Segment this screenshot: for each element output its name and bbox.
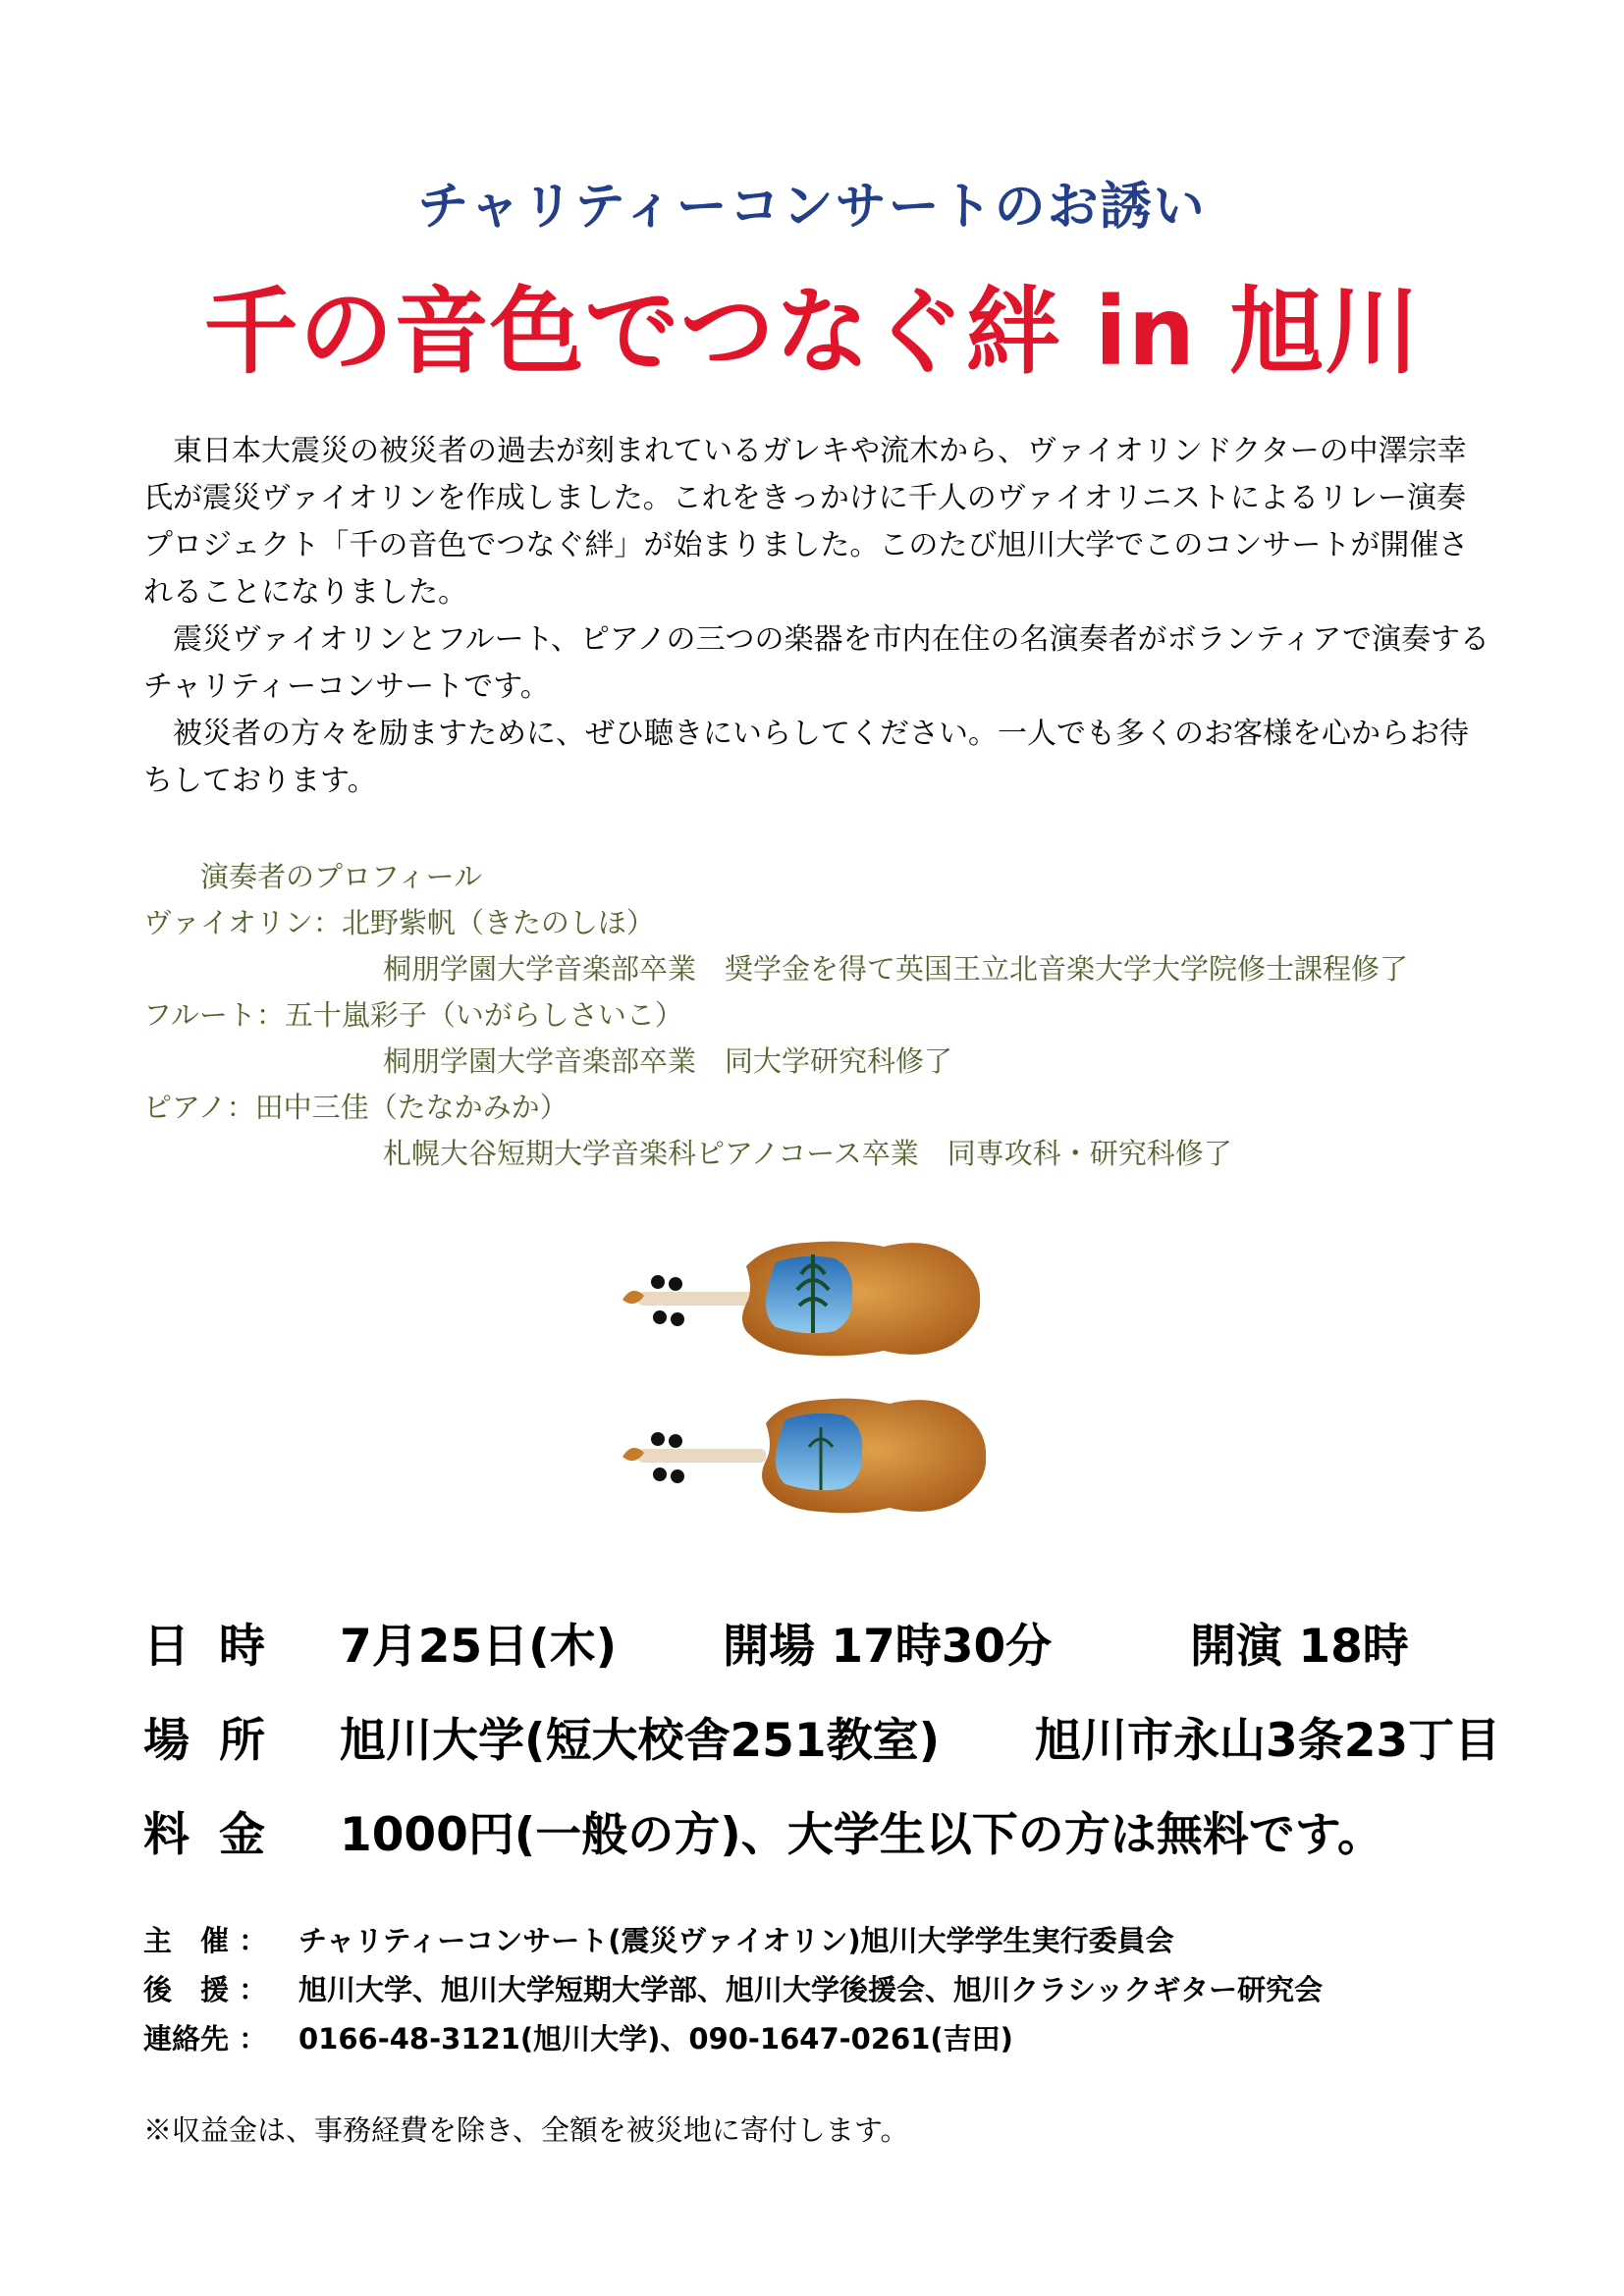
flyer-title: 千の音色でつなぐ絆 in 旭川 [203, 277, 1421, 387]
organizer-label: 主 催 ： [143, 1924, 268, 1957]
contact-value: 0166-48-3121(旭川大学)、090-1647-0261(吉田) [298, 2022, 1013, 2056]
support-value: 旭川大学、旭川大学短期大学部、旭川大学後援会、旭川クラシックギター研究会 [298, 1973, 1324, 2006]
performer-name-piano: ピアノ：田中三佳（たなかみか） [143, 1091, 568, 1124]
intro-paragraph: 震災ヴァイオリンとフルート、ピアノの三つの楽器を市内在住の名演奏者がボランティアで演奏するチャリティーコンサートです。 [143, 622, 1489, 704]
support-label: 後 援 ： [143, 1973, 268, 2006]
contact-row [143, 2014, 1538, 2063]
venue-row [143, 1694, 1538, 1789]
event-venue: 旭川大学(短大校舎251教室) [340, 1714, 941, 1768]
event-address: 旭川市永山3条23丁目 [1035, 1714, 1501, 1768]
flyer-subtitle: チャリティーコンサートのお誘い [417, 178, 1207, 237]
credits [143, 1916, 1538, 2063]
performer-career-piano: 札幌大谷短期大学音楽科ピアノコース卒業 同専攻科・研究科修了 [383, 1137, 1232, 1170]
violin-top [623, 1242, 980, 1357]
donation-note: ※収益金は、事務経費を除き、全額を被災地に寄付します。 [143, 2113, 909, 2147]
intro-paragraph: 東日本大震災の被災者の過去が刻まれているガレキや流木から、ヴァイオリンドクターの中澤宗幸氏が震災ヴァイオリンを作成しました。これをきっかけに千人のヴァイオリニストによるリレー演奏プロジェクト「千の音色でつなぐ絆」が始まりました。このたび旭川大学でこのコンサートが開催されることになりました。 [143, 434, 1469, 610]
intro-text [143, 428, 1494, 805]
event-date: 7月25日(木) [340, 1620, 618, 1674]
violins-photo [619, 1235, 1031, 1529]
performer-profiles [143, 854, 1494, 1177]
support-row [143, 1965, 1538, 2014]
event-start-time: 開演 18時 [1190, 1620, 1409, 1674]
event-details [143, 1600, 1538, 1883]
fee-label: 料金 [143, 1808, 295, 1862]
performer-name-flute: フルート：五十嵐彩子（いがらしさいこ） [143, 998, 683, 1032]
profile-heading: 演奏者のプロフィール [200, 860, 483, 893]
organizer-row [143, 1916, 1538, 1965]
contact-label: 連絡先 ： [143, 2022, 268, 2056]
datetime-row [143, 1600, 1538, 1694]
venue-label: 場所 [143, 1714, 295, 1768]
intro-paragraph: 被災者の方々を励ますために、ぜひ聴きにいらしてください。一人でも多くのお客様を心からお待ちしております。 [143, 717, 1469, 798]
performer-name-violin: ヴァイオリン：北野紫帆（きたのしほ） [143, 906, 655, 939]
violin-bottom [623, 1399, 986, 1514]
datetime-label: 日時 [143, 1620, 295, 1674]
event-doors-time: 開場 17時30分 [723, 1620, 1053, 1674]
event-fee: 1000円(一般の方)、大学生以下の方は無料です。 [340, 1808, 1384, 1862]
organizer-value: チャリティーコンサート(震災ヴァイオリン)旭川大学学生実行委員会 [298, 1924, 1174, 1957]
performer-career-violin: 桐朋学園大学音楽部卒業 奨学金を得て英国王立北音楽大学大学院修士課程修了 [383, 952, 1409, 986]
fee-row [143, 1789, 1538, 1883]
performer-career-flute: 桐朋学園大学音楽部卒業 同大学研究科修了 [383, 1044, 953, 1078]
